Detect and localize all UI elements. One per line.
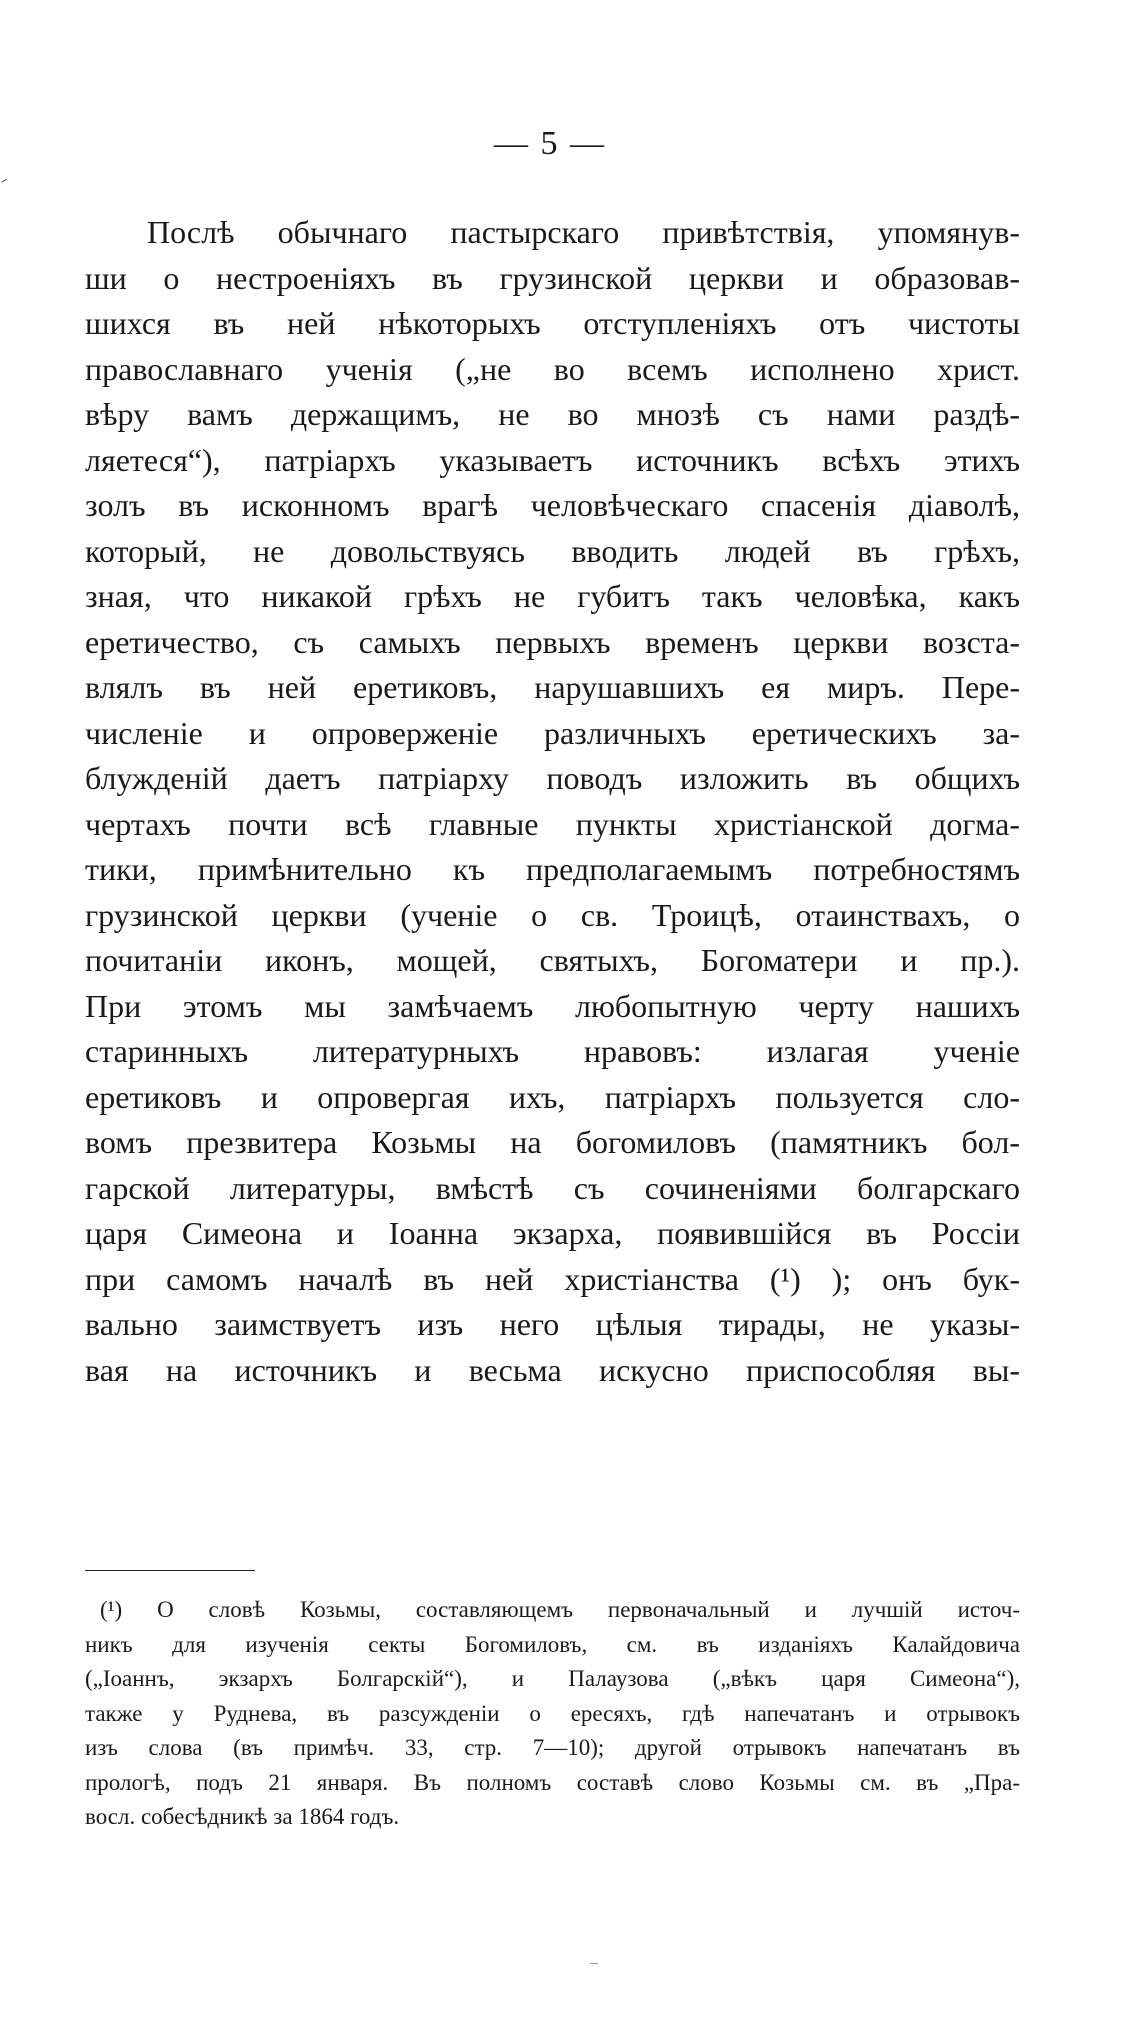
footnotes [85, 1593, 1020, 1835]
text-line: вая на источникъ и весьма искусно приспособляя вы- [85, 1351, 1020, 1388]
text-line: блужденій даетъ патріарху поводъ изложить въ общихъ [85, 760, 1020, 796]
text-line: старинныхъ литературныхъ нравовъ: излагая ученіе [85, 1033, 1020, 1069]
text-line: При этомъ мы замѣчаемъ любопытную черту нашихъ [85, 987, 1020, 1024]
text-line: при самомъ началѣ въ ней христіанства (¹) ); онъ бук- [85, 1260, 1020, 1297]
footnote-line: прологѣ, подъ 21 января. Въ полномъ составѣ слово Козьмы см. въ „Пра- [85, 1769, 1020, 1795]
footnote-line: („Іоаннъ, экзархъ Болгарскій“), и Палаузова („вѣкъ царя Симеона“), [85, 1666, 1020, 1691]
text-line: вально заимствуетъ изъ него цѣлыя тирады, не указы- [85, 1306, 1020, 1342]
text-line: влялъ въ ней еретиковъ, нарушавшихъ ея миръ. Пере- [85, 669, 1020, 705]
text-line: еретичество, съ самыхъ первыхъ временъ церкви возста- [85, 623, 1020, 660]
main-text [85, 210, 1020, 1393]
text-line: ляетеся“), патріархъ указываетъ источникъ всѣхъ этихъ [85, 441, 1020, 478]
text-line: золъ въ исконномъ врагѣ человѣческаго спасенія діаволѣ, [85, 487, 1020, 523]
footnote-line: изъ слова (въ примѣч. 33, стр. 7—10); другой отрывокъ напечатанъ въ [85, 1735, 1020, 1760]
text-line: зная, что никакой грѣхъ не губитъ такъ человѣка, какъ [85, 578, 1020, 614]
text-line: царя Симеона и Іоанна экзарха, появившійся въ Россіи [85, 1215, 1020, 1251]
text-line: вомъ презвитера Козьмы на богомиловъ (памятникъ бол- [85, 1124, 1020, 1160]
text-line: Послѣ обычнаго пастырскаго привѣтствія, упомянув- [147, 214, 1020, 250]
text-line: шихся въ ней нѣкоторыхъ отступленіяхъ отъ чистоты [85, 305, 1020, 341]
footnote-line: восл. собесѣдникѣ за 1864 годъ. [85, 1804, 400, 1829]
text-line: гарской литературы, вмѣстѣ съ сочиненіями болгарскаго [85, 1169, 1020, 1206]
footnote-line: никъ для изученія секты Богомиловъ, см. въ изданіяхъ Калайдовича [85, 1631, 1020, 1657]
footnote-line: (¹) О словѣ Козьмы, составляющемъ первоначальный и лучшій источ- [100, 1597, 1020, 1622]
text-line: грузинской церкви (ученіе о св. Троицѣ, отаинствахъ, о [85, 896, 1020, 933]
text-line: чертахъ почти всѣ главные пункты христіанской догма- [85, 805, 1020, 842]
page-speck [590, 1963, 598, 1964]
text-line: ши о нестроеніяхъ въ грузинской церкви и образовав- [85, 259, 1020, 296]
text-line: православнаго ученія („не во всемъ исполнено христ. [85, 350, 1020, 387]
text-line: вѣру вамъ держащимъ, не во мнозѣ съ нами раздѣ- [85, 396, 1020, 432]
margin-mark [1, 179, 9, 186]
text-line: тики, примѣнительно къ предполагаемымъ потребностямъ [85, 851, 1020, 887]
text-line: еретиковъ и опровергая ихъ, патріархъ пользуется сло- [85, 1078, 1020, 1115]
footnote-divider [85, 1570, 255, 1571]
page-number: — 5 — [494, 125, 606, 162]
text-line: численіе и опроверженіе различныхъ еретическихъ за- [85, 714, 1020, 751]
text-line: который, не довольствуясь вводить людей въ грѣхъ, [85, 532, 1020, 569]
text-line: почитаніи иконъ, мощей, святыхъ, Богоматери и пр.). [85, 942, 1020, 978]
footnote-line: также у Руднева, въ разсужденіи о ересяхъ, гдѣ напечатанъ и отрывокъ [85, 1700, 1020, 1726]
